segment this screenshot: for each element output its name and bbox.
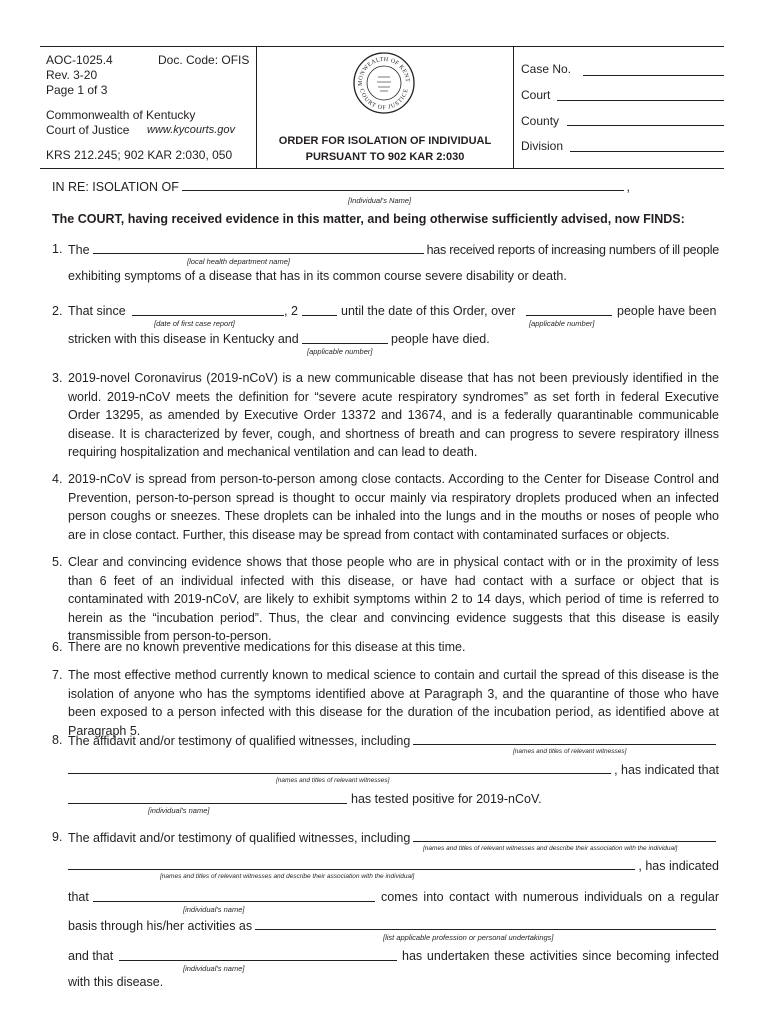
- item-9-number: 9.: [52, 830, 63, 844]
- individual-name-hint: [Individual's Name]: [348, 196, 412, 205]
- item-9-text-f: and that: [68, 949, 114, 963]
- findings-heading: The COURT, having received evidence in this matter, and being otherwise sufficiently advised, now FINDS:: [52, 212, 685, 226]
- item-9-witnesses-field-1[interactable]: [413, 830, 716, 842]
- first-case-date-hint: [date of first case report]: [154, 319, 235, 328]
- item-9-row-4: [68, 918, 719, 934]
- in-re-comma: ,: [626, 180, 630, 194]
- form-id: AOC-1025.4: [46, 53, 113, 67]
- item-8-row-2: [68, 762, 719, 778]
- item-9-individual-field-2[interactable]: [119, 960, 397, 961]
- death-count-hint: [applicable number]: [307, 347, 373, 356]
- stricken-count-hint: [applicable number]: [529, 319, 595, 328]
- court-of-justice-label: Court of Justice: [46, 123, 130, 137]
- doc-code: Doc. Code: OFIS: [158, 53, 250, 67]
- in-re-row: [52, 179, 630, 195]
- item-8-individual-hint: [individual's name]: [148, 806, 210, 815]
- item-2-text-b: , 2: [284, 304, 298, 318]
- header-bottom-rule: [40, 168, 724, 169]
- profession-field[interactable]: [255, 918, 716, 930]
- in-re-label: IN RE: ISOLATION OF: [52, 180, 179, 194]
- item-9-text-h: with this disease.: [68, 975, 164, 989]
- form-title-line1: ORDER FOR ISOLATION OF INDIVIDUAL: [278, 135, 492, 147]
- item-4-number: 4.: [52, 472, 63, 486]
- court-field[interactable]: [557, 100, 724, 101]
- item-8-witnesses-hint-1: [names and titles of relevant witnesses]: [513, 748, 627, 755]
- item-9-text-b: , has indicated: [638, 859, 719, 873]
- health-department-field[interactable]: [93, 242, 424, 254]
- item-3-text: 2019-novel Coronavirus (2019-nCoV) is a new communicable disease that has not been previously identified in the world. 2019-nCoV meets the definition for “severe acute respiratory syndromes” as set forth in federal Executive Order 13295, as amended by Executive Order 13372 and 13674, and is a federally quarantinable communicable disease. It is characterized by fever, cough, and shortness of breath and can progress to severe respiratory illness requiring hospitalization and mechanical ventilation and can lead to death.: [68, 371, 719, 459]
- item-2-number: 2.: [52, 304, 63, 318]
- seal-text-top: MONWEALTH OF KENT: [357, 56, 411, 86]
- year-suffix-field[interactable]: [302, 315, 337, 316]
- individual-name-field[interactable]: [182, 179, 624, 191]
- seal-text-bottom: COURT OF JUSTICE: [358, 88, 410, 112]
- county-label: County: [521, 114, 560, 128]
- item-7-text: The most effective method currently known to medical science to contain and curtail the spread of this disease is the isolation of anyone who has the symptoms identified above at Paragraph 3, and the quarantine of those who have been exposed to a person infected with this disease for the duration of the incubation period, as identified above at Paragraph 5.: [68, 668, 719, 738]
- division-field[interactable]: [570, 151, 724, 152]
- item-9-text-c: that: [68, 890, 89, 904]
- item-8-text-a: The affidavit and/or testimony of qualified witnesses, including: [68, 734, 411, 748]
- health-department-hint: [local health department name]: [187, 257, 290, 266]
- item-8-number: 8.: [52, 733, 63, 747]
- commonwealth-label: Commonwealth of Kentucky: [46, 108, 196, 122]
- item-2-text-f: people have died.: [391, 332, 490, 346]
- svg-text:COMMONWEALTH OF KENTUCKY: [353, 52, 410, 86]
- item-8-text-c: has tested positive for 2019-nCoV.: [351, 792, 542, 806]
- item-9-individual-hint-1: [individual's name]: [183, 905, 245, 914]
- item-1-number: 1.: [52, 242, 63, 256]
- division-label: Division: [521, 139, 564, 153]
- header-top-rule: [40, 46, 724, 47]
- stricken-count-field[interactable]: [526, 315, 612, 316]
- item-8-text-b: , has indicated that: [614, 763, 719, 777]
- form-revision: Rev. 3-20: [46, 68, 98, 82]
- county-field[interactable]: [567, 125, 724, 126]
- item-1-text-c: exhibiting symptoms of a disease that has in its common course severe disability or death.: [68, 269, 567, 283]
- case-no-field[interactable]: [583, 75, 724, 76]
- first-case-date-field[interactable]: [132, 315, 284, 316]
- item-9-text-g: has undertaken these activities since becoming infected: [402, 949, 719, 963]
- item-2-text-c: until the date of this Order, over: [341, 304, 516, 318]
- item-4-text: 2019-nCoV is spread from person-to-person among close contacts. According to the Center for Disease Control and Prevention, person-to-person spread is thought to occur mainly via respiratory droplets produced when an infected person coughs or sneezes. These droplets can be inhaled into the lungs and in the mouths or noses of people who are in close contact. Further, this disease may be spread from contact with contaminated surfaces or objects.: [68, 472, 719, 542]
- item-9-text-a: The affidavit and/or testimony of qualified witnesses, including: [68, 831, 411, 845]
- item-3-number: 3.: [52, 371, 63, 385]
- item-2-text-d: people have been: [617, 304, 717, 318]
- statute-reference: KRS 212.245; 902 KAR 2:030, 050: [46, 148, 233, 162]
- item-8-witnesses-hint-2: [names and titles of relevant witnesses]: [276, 777, 390, 784]
- page-number: Page 1 of 3: [46, 83, 108, 97]
- item-1-text-b: has received reports of increasing numbers of ill people: [426, 243, 719, 257]
- item-8-witnesses-field-2[interactable]: [68, 762, 611, 774]
- item-1-row: [68, 242, 719, 258]
- item-8-individual-field[interactable]: [68, 803, 347, 804]
- item-9-text-d: comes into contact with numerous individuals on a regular: [381, 890, 719, 904]
- item-7-number: 7.: [52, 668, 63, 682]
- website[interactable]: www.kycourts.gov: [147, 124, 236, 136]
- item-6-number: 6.: [52, 640, 63, 654]
- item-9-witnesses-hint-2: [names and titles of relevant witnesses and describe their association with the individual]: [160, 873, 415, 880]
- header-divider-right: [513, 46, 514, 168]
- item-1-text-a: The: [68, 243, 90, 257]
- item-9-witnesses-hint-1: [names and titles of relevant witnesses and describe their association with the individual]: [423, 845, 678, 852]
- form-title-line2: PURSUANT TO 902 KAR 2:030: [305, 151, 465, 163]
- item-2-text-e: stricken with this disease in Kentucky and: [68, 332, 299, 346]
- item-6-text: There are no known preventive medications for this disease at this time.: [68, 640, 466, 654]
- kentucky-seal: [353, 52, 415, 114]
- item-5-text: Clear and convincing evidence shows that those people who are in physical contact with or in the proximity of less than 6 feet of an individual infected with this disease, or have had contact with a surface or object that is contaminated with 2019-nCoV, are likely to exhibit symptoms within 2 to 14 days, which period of time is referred to herein as the “incubation period”. Thus, the clear and convincing evidence suggests that this disease is easily transmissible from person-to-person.: [68, 555, 719, 643]
- item-2-text-a: That since: [68, 304, 126, 318]
- item-9-individual-hint-2: [individual's name]: [183, 964, 245, 973]
- profession-hint: [list applicable profession or personal undertakings]: [383, 933, 554, 942]
- death-count-field[interactable]: [302, 343, 388, 344]
- item-9-individual-field-1[interactable]: [93, 901, 375, 902]
- item-5-number: 5.: [52, 555, 63, 569]
- item-8-witnesses-field-1[interactable]: [413, 733, 716, 745]
- court-label: Court: [521, 88, 551, 102]
- item-9-witnesses-field-2[interactable]: [68, 858, 635, 870]
- item-9-text-e: basis through his/her activities as: [68, 919, 253, 933]
- case-no-label: Case No.: [521, 62, 572, 76]
